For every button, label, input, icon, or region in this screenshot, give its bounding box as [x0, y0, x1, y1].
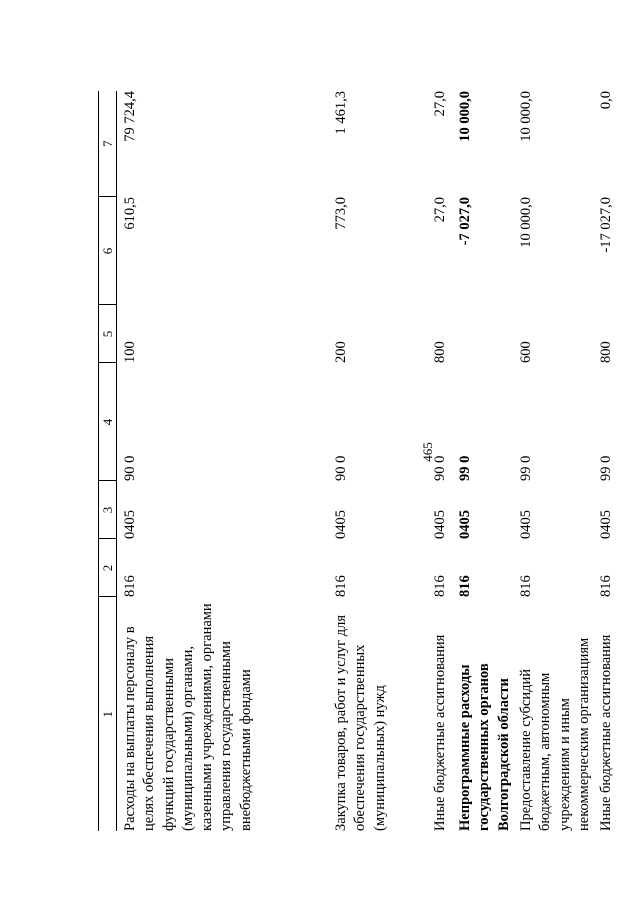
amount-change: 610,5 — [122, 197, 138, 230]
page-number: 465 — [420, 442, 435, 462]
table-header-row — [99, 91, 117, 831]
expense-type: 600 — [518, 341, 534, 363]
table-row — [332, 91, 431, 831]
section-code: 0405 — [122, 510, 138, 539]
expense-name: Расходы на выплаты персоналу в целях обеспечения выполнения функций государственными (муниципальными) органами, казенными учреждениями, органами управления государственными внебюджетными фондами — [122, 603, 254, 831]
expense-type — [456, 305, 517, 363]
expense-name: Предоставление субсидий бюджетным, автономным учреждениям и иным некоммерческим организациям — [518, 637, 592, 831]
ved-code: 816 — [518, 575, 534, 597]
expense-type: 800 — [432, 341, 448, 363]
column-header-6: 6 — [99, 197, 117, 305]
column-header-7: 7 — [99, 91, 117, 197]
column-header-4: 4 — [99, 363, 117, 481]
amount-total: 27,0 — [432, 91, 448, 117]
amount-change: 27,0 — [432, 197, 448, 223]
expense-type: 100 — [122, 341, 138, 363]
table-row — [517, 91, 597, 831]
expense-name: Иные бюджетные ассигнования — [432, 634, 448, 831]
target-article: 90 0 — [432, 455, 448, 481]
ved-code: 816 — [122, 575, 138, 597]
table-row — [121, 91, 332, 831]
expense-type: 800 — [598, 341, 614, 363]
target-article: 90 0 — [333, 455, 349, 481]
budget-table — [98, 91, 621, 831]
amount-total: 1 461,3 — [333, 91, 349, 135]
target-article: 99 0 — [518, 455, 534, 481]
ved-code: 816 — [333, 575, 349, 597]
amount-total: 10 000,0 — [457, 91, 473, 142]
table-row — [431, 91, 456, 831]
section-code: 0405 — [432, 510, 448, 539]
section-code: 0405 — [333, 510, 349, 539]
amount-change: -7 027,0 — [457, 197, 473, 246]
ved-code: 816 — [457, 575, 473, 597]
ved-code: 816 — [432, 575, 448, 597]
target-article: 90 0 — [122, 455, 138, 481]
target-article: 99 0 — [457, 455, 473, 481]
section-code: 0405 — [598, 510, 614, 539]
table-row — [597, 91, 621, 831]
section-code: 0405 — [518, 510, 534, 539]
table-row — [456, 91, 517, 831]
expense-type: 200 — [333, 341, 349, 363]
expense-name: Непрограммные расходы государственных органов Волгоградской области — [457, 663, 512, 831]
column-header-2: 2 — [99, 539, 117, 597]
target-article: 99 0 — [598, 455, 614, 481]
amount-total: 79 724,4 — [122, 91, 138, 142]
amount-change: -17 027,0 — [598, 197, 614, 253]
amount-total: 10 000,0 — [518, 91, 534, 142]
amount-change: 773,0 — [333, 197, 349, 230]
expense-name: Иные бюджетные ассигнования — [598, 634, 614, 831]
rotated-page-content — [98, 91, 614, 831]
expense-name: Закупка товаров, работ и услуг для обеспечения государственных (муниципальных) нужд — [333, 614, 388, 831]
section-code: 0405 — [457, 510, 473, 539]
column-header-3: 3 — [99, 481, 117, 539]
amount-total: 0,0 — [598, 91, 614, 110]
column-header-1: 1 — [99, 597, 117, 831]
amount-change: 10 000,0 — [518, 197, 534, 248]
ved-code: 816 — [598, 575, 614, 597]
column-header-5: 5 — [99, 305, 117, 363]
